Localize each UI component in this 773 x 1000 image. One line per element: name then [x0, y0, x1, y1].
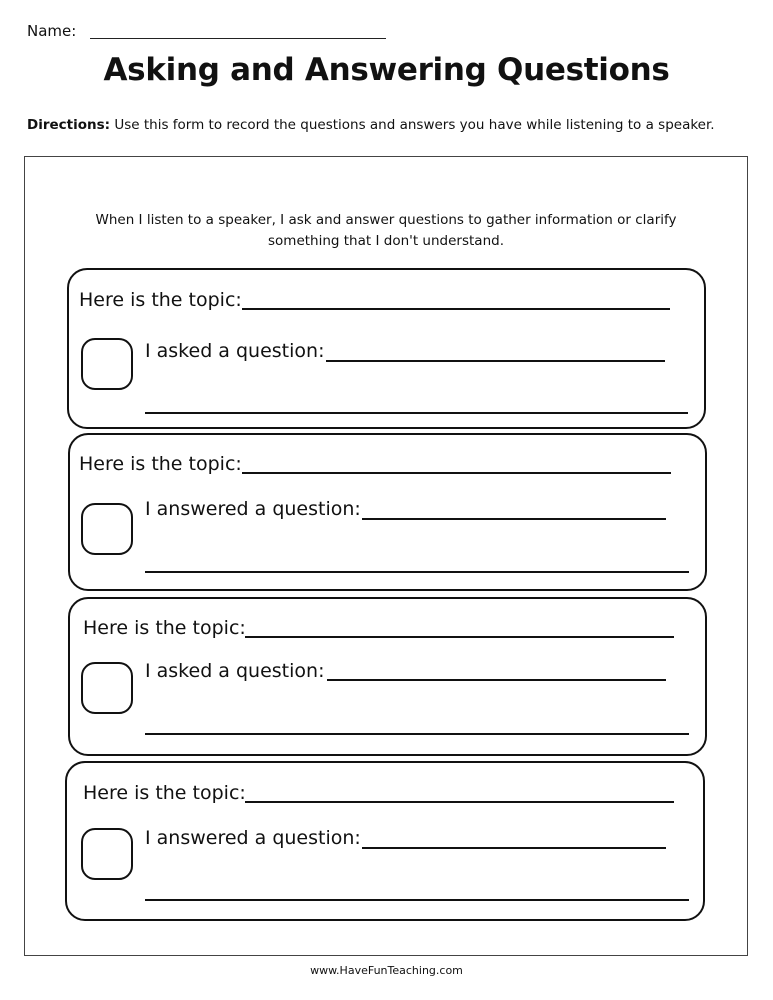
question-card-2 [68, 433, 707, 591]
question-label: I asked a question: [145, 660, 325, 682]
question-answer-line[interactable] [362, 518, 666, 520]
question-card-4 [65, 761, 705, 921]
topic-label: Here is the topic: [79, 289, 242, 311]
topic-label: Here is the topic: [79, 453, 242, 475]
checkbox[interactable] [81, 828, 133, 880]
response-line[interactable] [145, 899, 689, 901]
question-label: I asked a question: [145, 340, 325, 362]
directions-text: Use this form to record the questions and answers you have while listening to a speaker. [110, 117, 715, 133]
intro-text [80, 210, 692, 252]
question-answer-line[interactable] [362, 847, 666, 849]
response-line[interactable] [145, 412, 688, 414]
question-answer-line[interactable] [326, 360, 665, 362]
response-line[interactable] [145, 571, 689, 573]
footer-website: www.HaveFunTeaching.com [310, 964, 463, 977]
directions [27, 117, 715, 133]
intro-line-2: something that I don't understand. [268, 233, 504, 249]
topic-answer-line[interactable] [242, 472, 671, 474]
topic-answer-line[interactable] [245, 636, 674, 638]
topic-answer-line[interactable] [245, 801, 674, 803]
checkbox[interactable] [81, 503, 133, 555]
question-card-1 [67, 268, 706, 429]
directions-label: Directions: [27, 117, 111, 133]
topic-answer-line[interactable] [242, 308, 670, 310]
topic-label: Here is the topic: [83, 782, 246, 804]
checkbox[interactable] [81, 338, 133, 390]
question-label: I answered a question: [145, 827, 361, 849]
intro-line-1: When I listen to a speaker, I ask and answer questions to gather information or clarify [95, 212, 677, 228]
checkbox[interactable] [81, 662, 133, 714]
name-label: Name: [27, 22, 77, 40]
question-card-3 [68, 597, 707, 756]
response-line[interactable] [145, 733, 689, 735]
page-title: Asking and Answering Questions [103, 52, 670, 88]
question-label: I answered a question: [145, 498, 361, 520]
question-answer-line[interactable] [327, 679, 666, 681]
topic-label: Here is the topic: [83, 617, 246, 639]
name-field[interactable] [90, 38, 386, 39]
